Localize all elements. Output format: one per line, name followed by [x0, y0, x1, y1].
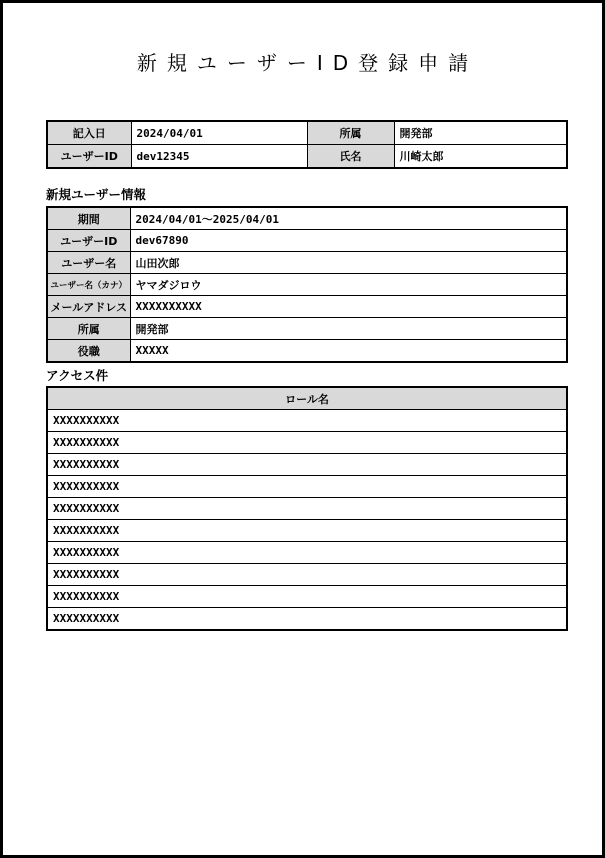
period-value: 2024/04/01～2025/04/01 [130, 207, 567, 230]
role-name-cell: XXXXXXXXXX [47, 586, 567, 608]
user-name-value: 山田次郎 [130, 252, 567, 274]
new-user-id-value: dev67890 [130, 230, 567, 252]
table-row [47, 340, 567, 363]
role-row [47, 586, 567, 608]
department-label: 所属 [307, 121, 394, 145]
role-row [47, 432, 567, 454]
table-row [47, 207, 567, 230]
document-content [46, 120, 566, 631]
role-row [47, 520, 567, 542]
role-row [47, 608, 567, 631]
user-id-label: ユーザーID [47, 145, 131, 169]
name-label: 氏名 [307, 145, 394, 169]
table-row [47, 121, 567, 145]
role-name-cell: XXXXXXXXXX [47, 608, 567, 631]
table-row [47, 145, 567, 169]
document-title: 新規ユーザーID登録申請 [136, 51, 479, 75]
role-name-cell: XXXXXXXXXX [47, 520, 567, 542]
entry-date-label: 記入日 [47, 121, 131, 145]
table-row [47, 296, 567, 318]
role-name-cell: XXXXXXXXXX [47, 410, 567, 432]
email-label: メールアドレス [47, 296, 130, 318]
access-section-heading: アクセス件 [46, 368, 109, 383]
new-user-id-label: ユーザーID [47, 230, 130, 252]
department2-label: 所属 [47, 318, 130, 340]
table-row [47, 252, 567, 274]
new-user-info-table [46, 206, 568, 363]
user-name-kana-label: ユーザー名（カナ） [47, 274, 130, 296]
role-row [47, 476, 567, 498]
role-name-cell: XXXXXXXXXX [47, 498, 567, 520]
role-row [47, 410, 567, 432]
new-user-info-heading: 新規ユーザー情報 [46, 187, 147, 202]
table-row [47, 230, 567, 252]
email-value: XXXXXXXXXX [130, 296, 567, 318]
table-row [47, 318, 567, 340]
access-roles-table [46, 386, 568, 631]
entry-date-value: 2024/04/01 [131, 121, 307, 145]
role-row [47, 454, 567, 476]
department2-value: 開発部 [130, 318, 567, 340]
role-row [47, 498, 567, 520]
table-header-row [47, 387, 567, 410]
department-value: 開発部 [394, 121, 567, 145]
role-name-cell: XXXXXXXXXX [47, 476, 567, 498]
role-name-cell: XXXXXXXXXX [47, 564, 567, 586]
applicant-info-table [46, 120, 568, 169]
role-name-cell: XXXXXXXXXX [47, 454, 567, 476]
user-name-kana-value: ヤマダジロウ [130, 274, 567, 296]
role-row [47, 564, 567, 586]
user-name-label: ユーザー名 [47, 252, 130, 274]
table-row [47, 274, 567, 296]
role-name-cell: XXXXXXXXXX [47, 542, 567, 564]
job-title-label: 役職 [47, 340, 130, 363]
role-name-cell: XXXXXXXXXX [47, 432, 567, 454]
user-id-value: dev12345 [131, 145, 307, 169]
role-name-column-header: ロール名 [47, 387, 567, 410]
role-row [47, 542, 567, 564]
period-label: 期間 [47, 207, 130, 230]
job-title-value: XXXXX [130, 340, 567, 363]
name-value: 川崎太郎 [394, 145, 567, 169]
